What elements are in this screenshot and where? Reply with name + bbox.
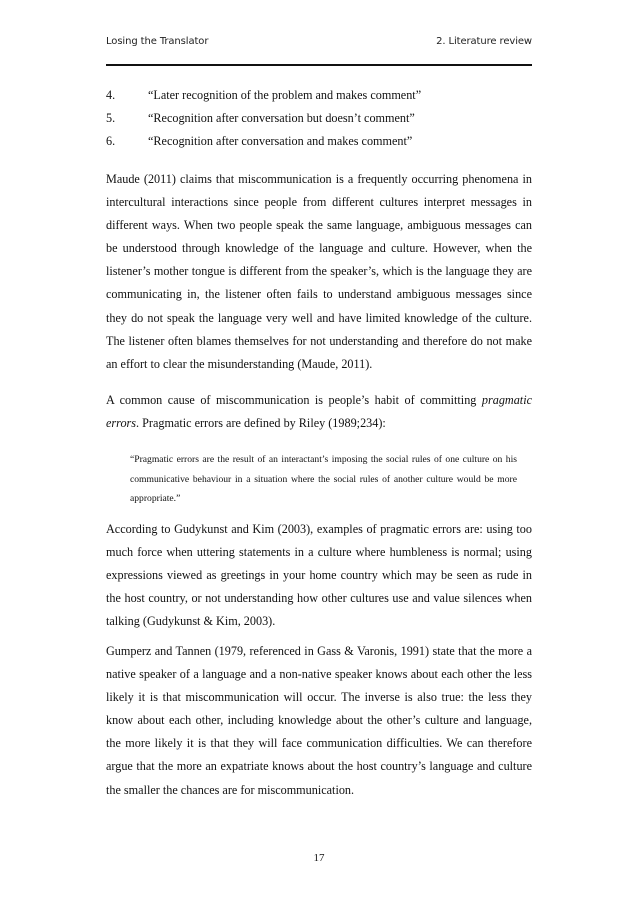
paragraph-text: A common cause of miscommunication is people’s habit of committing [106,393,482,407]
running-header-title: Losing the Translator [106,36,209,47]
page-number: 17 [313,852,325,864]
list-item-text: “Recognition after conversation and makes comment” [148,134,413,149]
header-rule [106,64,532,66]
list-item-number: 4. [106,88,116,102]
list-item-text: “Recognition after conversation but doesn’t comment” [148,111,415,126]
list-item-number: 6. [106,134,116,149]
paragraph-gudykunst: According to Gudykunst and Kim (2003), examples of pragmatic errors are: using too much force when uttering statements in a culture where humbleness is normal; using expressions viewed as greetings in your home country which may be seen as rude in the host country, or not understanding how other cultures use and value silences when talking (Gudykunst & Kim, 2003). [106,522,532,629]
list-item-number: 5. [106,111,116,126]
list-item [106,111,532,134]
running-header-section: 2. Literature review [436,36,532,47]
paragraph-gumperz: Gumperz and Tannen (1979, referenced in Gass & Varonis, 1991) state that the more a native speaker of a language and a non-native speaker knows about each other the less likely it is that miscommunication will occur. The inverse is also true: the less they know about each other, including knowledge about the other’s culture and language, the more likely it is that they will face communication difficulties. We can therefore argue that the more an expatriate knows about the host country’s language and culture the smaller the chances are for miscommunication. [106,644,532,797]
numbered-list [106,88,532,158]
italic-term: pragmatic errors [106,393,532,431]
paragraph-text: . Pragmatic errors are defined by Riley (1989;234): [136,416,386,431]
block-quote: “Pragmatic errors are the result of an interactant’s imposing the social rules of one culture on his communicative behaviour in a situation where the social rules of another culture would be more appropriate.” [130,454,517,505]
paragraph-pragmatic-errors [106,389,532,435]
paragraph-maude: Maude (2011) claims that miscommunication is a frequently occurring phenomena in intercultural interactions since people from different cultures interpret messages in different ways. When two people speak the same language, ambiguous messages can be understood through knowledge of the language and culture. However, when the listener’s mother tongue is different from the speaker’s, which is the language they are communicating in, the listener often fails to understand ambiguous messages since they do not speak the language very well and have limited knowledge of the culture. The listener often blames themselves for not understanding and therefore do not make an effort to clear the misunderstanding (Maude, 2011). [106,172,532,371]
list-item [106,88,532,111]
list-item [106,134,532,157]
list-item-text: “Later recognition of the problem and makes comment” [148,88,422,102]
